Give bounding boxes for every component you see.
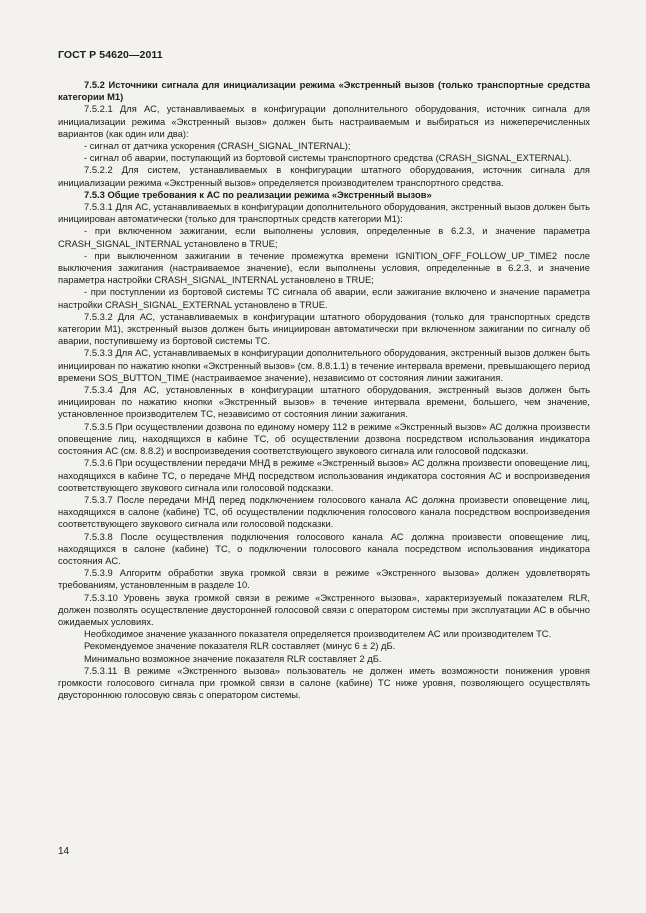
paragraph: 7.5.3.7 После передачи МНД перед подключением голосового канала АС должна произвести оповещение лиц, находящихся в салоне (кабине) ТС, об осуществлении подключения голосового канала посредством воспроизведения соответствующего звукового сигнала или голосовой подсказки. [58, 493, 590, 530]
paragraph: - сигнал об аварии, поступающий из бортовой системы транспортного средства (CRASH_SIGNAL_EXTERNAL). [84, 152, 572, 164]
paragraph: Рекомендуемое значение показателя RLR составляет (минус 6 ± 2) дБ. [84, 640, 396, 652]
paragraph: - сигнал от датчика ускорения (CRASH_SIGNAL_INTERNAL); [84, 140, 351, 152]
paragraph: 7.5.2.1 Для АС, устанавливаемых в конфигурации дополнительного оборудования, источник сигнала для инициализации режима «Экстренный вызов» должен быть настраиваемым и выбираться из нижеперечисленных вариантов (как один или два): [58, 103, 590, 139]
paragraph: - при включенном зажигании, если выполнены условия, определенные в 6.2.3, и значение параметра CRASH_SIGNAL_INTERNAL установлено в TRUE; [58, 225, 590, 249]
paragraph: 7.5.3.9 Алгоритм обработки звука громкой связи в режиме «Экстренного вызова» должен удовлетворять требованиям, установленным в разделе 10. [58, 567, 590, 591]
paragraph: Минимально возможное значение показателя RLR составляет 2 дБ. [84, 652, 382, 664]
paragraph: 7.5.3.4 Для АС, установленных в конфигурации штатного оборудования, экстренный вызов должен быть инициирован по нажатию кнопки «Экстренный вызов» в течение интервала времени, большего, чем значение, установленное производителем ТС, независимо от состояния линии зажигания. [58, 384, 590, 420]
paragraph: 7.5.3.6 При осуществлении передачи МНД в режиме «Экстренный вызов» АС должна произвести оповещение лиц, находящихся в кабине ТС, о передаче МНД посредством использования индикатора состояния АС и воспроизведения соответствующего звукового сигнала или голосовой подсказки. [58, 457, 590, 493]
document-body [58, 79, 590, 701]
paragraph: 7.5.2.2 Для систем, устанавливаемых в конфигурации штатного оборудования, источник сигнала для инициализации режима «Экстренный вызов» определяется производителем транспортного средства. [58, 164, 590, 188]
paragraph: 7.5.3.1 Для АС, устанавливаемых в конфигурации дополнительного оборудования, экстренный вызов должен быть инициирован автоматически (только для транспортных средств категории М1): [58, 201, 590, 225]
paragraph: 7.5.3.3 Для АС, устанавливаемых в конфигурации дополнительного оборудования, экстренный вызов должен быть инициирован по нажатию кнопки «Экстренный вызов» (см. 8.8.1.1) в течение интервала времени, превышающего период времени SOS_BUTTON_TIME (настраиваемое значение), независимо от состояния линии зажигания. [58, 347, 590, 383]
paragraph: 7.5.3.5 При осуществлении дозвона по единому номеру 112 в режиме «Экстренный вызов» АС должна произвести оповещение лиц, находящихся в кабине ТС, об осуществлении дозвона посредством использования индикатора состояния АС (см. 8.8.2) и воспроизведения соответствующего звукового сигнала или голосовой подсказки. [58, 420, 590, 457]
document-header: ГОСТ Р 54620—2011 [58, 49, 163, 61]
paragraph: Необходимое значение указанного показателя определяется производителем АС или производителем ТС. [84, 628, 552, 640]
page-number: 14 [58, 846, 70, 857]
paragraph: 7.5.3.2 Для АС, устанавливаемых в конфигурации штатного оборудования (только для транспортных средств категории М1), экстренный вызов должен быть инициирован автоматически при включенном зажигании по сигналу об аварии, поступившему из бортовой системы ТС. [58, 310, 590, 347]
paragraph: 7.5.3.8 После осуществления подключения голосового канала АС должна произвести оповещение лиц, находящихся в салоне (кабине) ТС, о подключении голосового канала посредством использования индикатора состояния АС. [58, 530, 590, 566]
paragraph: - при поступлении из бортовой системы ТС сигнала об аварии, если зажигание включено и значение параметра настройки CRASH_SIGNAL_EXTERNAL установлено в TRUE. [58, 286, 590, 310]
section-heading: 7.5.3 Общие требования к АС по реализации режима «Экстренный вызов» [84, 188, 432, 200]
paragraph: - при выключенном зажигании в течение промежутка времени IGNITION_OFF_FOLLOW_UP_TIME2 после выключения зажигания (настраиваемое значение), если выполнены условия, определенные в 6.2.3, и значение параметра настройки CRASH_SIGNAL_INTERNAL установлено в TRUE; [58, 249, 590, 286]
paragraph: 7.5.3.11 В режиме «Экстренного вызова» пользователь не должен иметь возможности понижения уровня громкости голосового сигнала при громкой связи в салоне (кабине) ТС ниже уровня, позволяющего осуществлять двустороннюю голосовую связь с оператором системы. [58, 664, 590, 701]
section-heading: 7.5.2 Источники сигнала для инициализации режима «Экстренный вызов (только транспортные средства категории М1) [58, 79, 590, 103]
paragraph: 7.5.3.10 Уровень звука громкой связи в режиме «Экстренного вызова», характеризуемый показателем RLR, должен позволять осуществление двусторонней голосовой связи с оператором системы при эксплуатации АС в обычно ожидаемых условиях. [58, 591, 590, 627]
